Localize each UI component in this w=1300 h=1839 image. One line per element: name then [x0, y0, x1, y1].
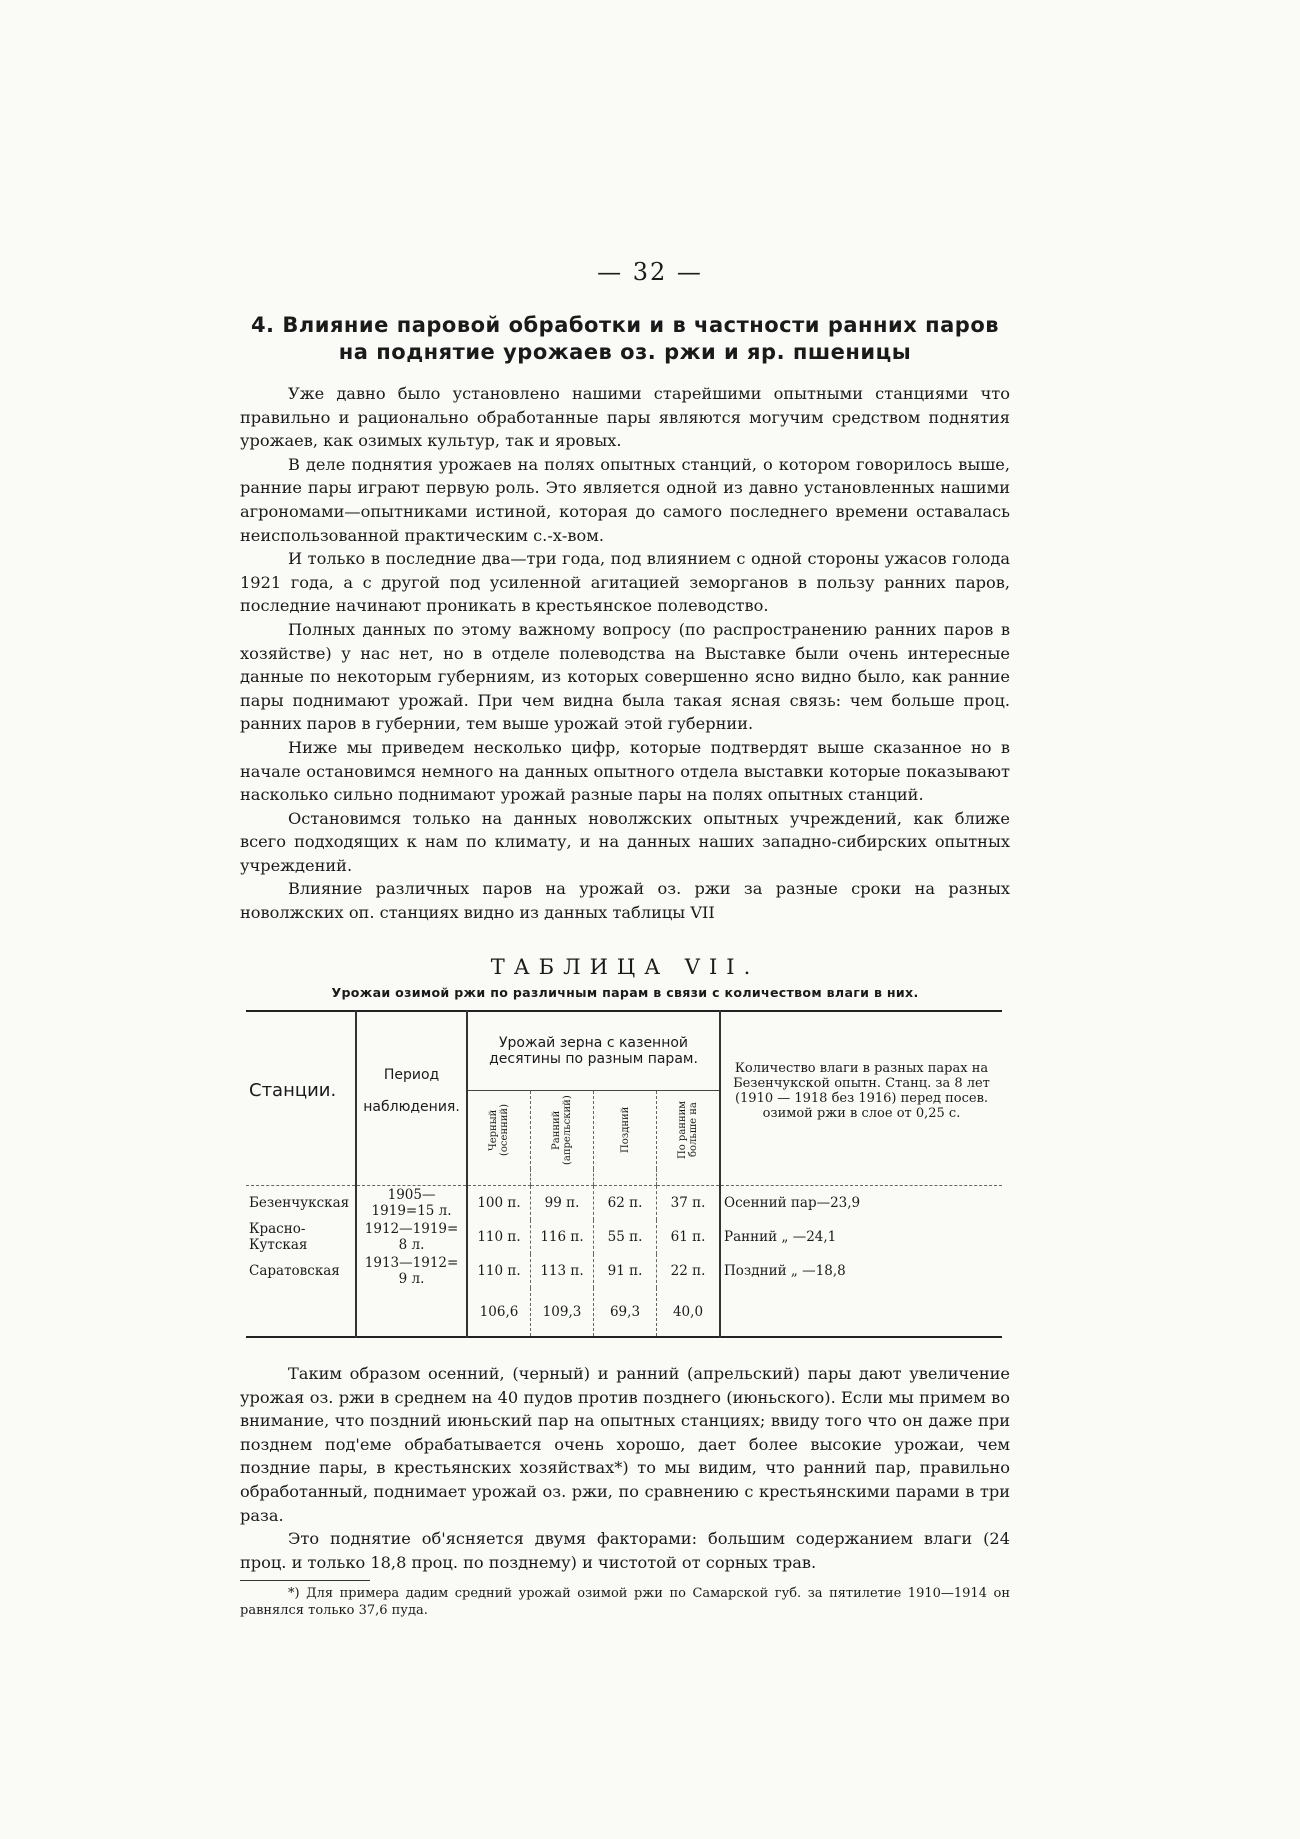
yield-difference: 37 п. [657, 1186, 721, 1221]
intro-paragraph: Ниже мы приведем несколько цифр, которые подтвердят выше сказанное но в начале остановимся немного на данных опытного отдела выставки которые показывают насколько сильно поднимают урожай разные пары на полях опытных станций. [240, 737, 1010, 805]
totals-row [246, 1288, 1002, 1337]
conclusion-paragraph: Таким образом осенний, (черный) и ранний (апрельский) пары дают увеличение урожая оз. ржи в среднем на 40 пудов против позднего (июньского). Если мы примем во внимание, что поздний июньский пар на опытных станциях; ввиду того что он даже при позднем под'еме обрабатывается очень хорошо, дает более высокие урожаи, чем поздние пары, в крестьянских хозяйствах*) то мы видим, что ранний пар, правильно обработанный, поднимает урожай оз. ржи, по сравнению с крестьянскими парами в три раза. [240, 1364, 1010, 1525]
late-fallow-yield: 62 п. [594, 1186, 657, 1221]
black-fallow-yield: 110 п. [467, 1220, 531, 1254]
period-header [356, 1011, 467, 1169]
early-fallow-yield: 113 п. [531, 1254, 594, 1288]
early-fallow-header: Ранний (апрельский) [531, 1091, 594, 1170]
period-header-line2: наблюдения. [363, 1098, 460, 1115]
period-header-line1: Период [383, 1066, 440, 1083]
conclusion-text [240, 1362, 1010, 1574]
period-value: 1912—1919= 8 л. [356, 1220, 467, 1254]
footnote [240, 1585, 1010, 1619]
early-fallow-average: 109,3 [531, 1288, 594, 1337]
table-header-row [246, 1011, 1002, 1091]
late-fallow-header: Поздний [594, 1091, 657, 1170]
period-value: 1905—1919=15 л. [356, 1186, 467, 1221]
station-name: Красно-Кутская [249, 1221, 308, 1253]
intro-text [240, 382, 1010, 925]
late-fallow-average: 69,3 [594, 1288, 657, 1337]
moisture-value: Ранний „ —24,1 [720, 1220, 1002, 1254]
table-title: ТАБЛИЦА VII. [490, 955, 760, 979]
yield-difference: 22 п. [657, 1254, 721, 1288]
difference-header: По ранним больше на [657, 1091, 721, 1170]
yield-group-header: Урожай зерна с казенной десятины по разным парам. [467, 1011, 720, 1091]
moisture-header: Количество влаги в разных парах на Безенчукской опытн. Станц. за 8 лет (1910 — 1918 без 1916) перед посев. озимой ржи в слое от 0,25 с. [720, 1011, 1002, 1169]
period-value: 1913—1912= 9 л. [356, 1254, 467, 1288]
yield-table [246, 1010, 1002, 1338]
black-fallow-header: Черный (осенний) [467, 1091, 531, 1170]
late-fallow-yield: 55 п. [594, 1220, 657, 1254]
stations-header: Станции. [249, 1080, 337, 1101]
intro-paragraph: Остановимся только на данных новолжских опытных учреждений, как ближе всего подходящих к нам по климату, и на данных наших западно-сибирских опытных учреждений. [240, 808, 1010, 875]
early-fallow-yield: 116 п. [531, 1220, 594, 1254]
intro-paragraph: Полных данных по этому важному вопросу (по распространению ранних паров в хозяйстве) у нас нет, но в отделе полеводства на Выставке были очень интересные данные по некоторым губерниям, из которых совершенно ясно видно было, как ранние пары поднимают урожай. При чем видна была такая ясная связь: чем больше проц. ранних паров в губернии, тем выше урожай этой губернии. [240, 619, 1010, 734]
page-number: — 32 — [597, 258, 703, 286]
late-fallow-yield: 91 п. [594, 1254, 657, 1288]
black-fallow-yield: 110 п. [467, 1254, 531, 1288]
black-fallow-average: 106,6 [467, 1288, 531, 1337]
black-fallow-yield: 100 п. [467, 1186, 531, 1221]
table-row [246, 1254, 1002, 1288]
difference-average: 40,0 [657, 1288, 721, 1337]
footnote-divider [240, 1580, 370, 1581]
moisture-value: Поздний „ —18,8 [720, 1254, 1002, 1288]
moisture-value: Осенний пар—23,9 [720, 1186, 1002, 1221]
table-row [246, 1220, 1002, 1254]
intro-paragraph: И только в последние два—три года, под влиянием с одной стороны ужасов голода 1921 года, а с другой под усиленной агитацией земорганов в пользу ранних паров, последние начинают проникать в крестьянское полеводство. [240, 549, 1010, 616]
intro-paragraph: Уже давно было установлено нашими старейшими опытными станциями что правильно и рационально обработанные пары являются могучим средством поднятия урожаев, как озимых культур, так и яровых. [240, 384, 1010, 451]
table-row [246, 1186, 1002, 1221]
intro-paragraph: В деле поднятия урожаев на полях опытных станций, о котором говорилось выше, ранние пары играют первую роль. Это является одной из давно установленных нашими агрономами—опытниками истиной, которая до самого последнего времени оставалась неиспользованной практическим с.-х-вом. [240, 454, 1010, 545]
yield-difference: 61 п. [657, 1220, 721, 1254]
table-caption: Урожаи озимой ржи по различным парам в связи с количеством влаги в них. [331, 985, 919, 1000]
section-heading: 4. Влияние паровой обработки и в частности ранних паров на поднятие урожаев оз. ржи и яр. пшеницы [250, 313, 1000, 364]
table-spacer [246, 1169, 1002, 1186]
conclusion-paragraph: Это поднятие об'ясняется двумя факторами: большим содержанием влаги (24 проц. и только 18,8 проц. по позднему) и чистотой от сорных трав. [240, 1529, 1010, 1572]
station-name: Безенчукская [249, 1195, 350, 1211]
early-fallow-yield: 99 п. [531, 1186, 594, 1221]
intro-paragraph: Влияние различных паров на урожай оз. ржи за разные сроки на разных новолжских оп. станциях видно из данных таблицы VII [240, 879, 1010, 923]
footnote-text: *) Для примера дадим средний урожай озимой ржи по Самарской губ. за пятилетие 1910—1914 он равнялся только 37,6 пуда. [240, 1586, 1010, 1618]
station-name: Саратовская [249, 1263, 340, 1279]
